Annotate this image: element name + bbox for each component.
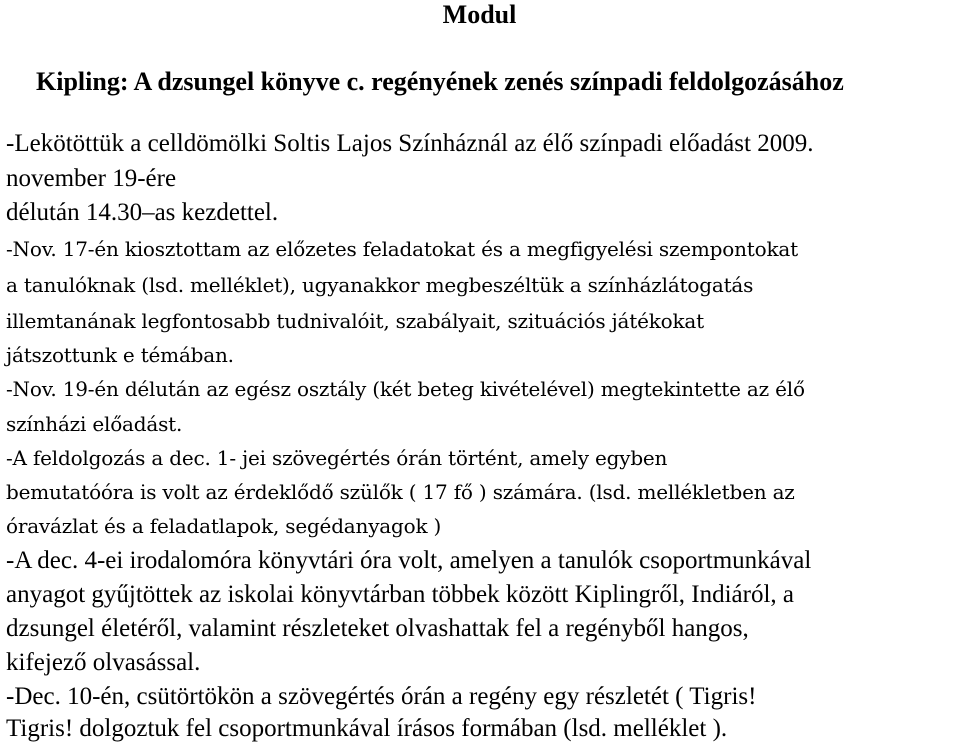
paragraph-line: a tanulóknak (lsd. melléklet), ugyanakkor megbeszéltük a színházlátogatás xyxy=(6,273,754,297)
paragraph-line: -Nov. 17-én kiosztottam az előzetes feladatokat és a megfigyelési szempontokat xyxy=(6,237,798,261)
paragraph-line: délután 14.30–as kezdettel. xyxy=(6,199,279,226)
paragraph-line: Tigris! dolgoztuk fel csoportmunkával írásos formában (lsd. melléklet ). xyxy=(6,715,728,742)
paragraph-line: -Lekötöttük a celldömölki Soltis Lajos Színháznál az élő színpadi előadást 2009. xyxy=(6,130,814,157)
paragraph-line: -A dec. 4-ei irodalomóra könyvtári óra volt, amelyen a tanulók csoportmunkával xyxy=(6,547,812,574)
paragraph-line: színházi előadást. xyxy=(6,412,183,436)
document-subtitle: Kipling: A dzsungel könyve c. regényének zenés színpadi feldolgozásához xyxy=(36,67,844,96)
paragraph-line: illemtanának legfontosabb tudnivalóit, szabályait, szituációs játékokat xyxy=(6,309,704,333)
paragraph-line: dzsungel életéről, valamint részleteket olvashattak fel a regényből hangos, xyxy=(6,615,749,642)
paragraph-line: játszottunk e témában. xyxy=(6,343,234,367)
page-title: Modul xyxy=(442,0,517,29)
paragraph-line: óravázlat és a feladatlapok, segédanyagok ) xyxy=(6,514,442,538)
paragraph-line: november 19-ére xyxy=(6,165,177,192)
paragraph-line: anyagot gyűjtöttek az iskolai könyvtárban többek között Kiplingről, Indiáról, a xyxy=(6,581,795,608)
paragraph-line: kifejező olvasással. xyxy=(6,649,201,676)
paragraph-line: -Dec. 10-én, csütörtökön a szövegértés órán a regény egy részletét ( Tigris! xyxy=(6,683,757,710)
paragraph-line: -Nov. 19-én délután az egész osztály (két beteg kivételével) megtekintette az élő xyxy=(6,377,805,401)
paragraph-line: -A feldolgozás a dec. 1- jei szövegértés órán történt, amely egyben xyxy=(6,446,668,470)
paragraph-line: bemutatóóra is volt az érdeklődő szülők ( 17 fő ) számára. (lsd. mellékletben az xyxy=(6,480,795,504)
